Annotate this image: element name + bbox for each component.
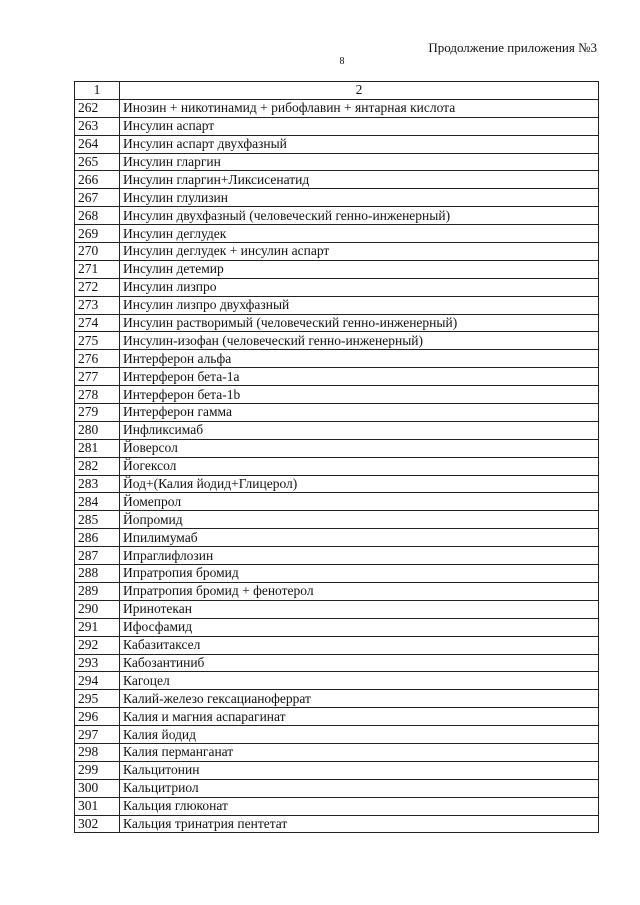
row-number: 262 bbox=[75, 99, 120, 117]
row-number: 293 bbox=[75, 654, 120, 672]
drug-name: Интерферон бета-1a bbox=[120, 368, 599, 386]
row-number: 273 bbox=[75, 296, 120, 314]
row-number: 275 bbox=[75, 332, 120, 350]
drug-name: Инсулин гларгин bbox=[120, 153, 599, 171]
table-row bbox=[75, 135, 599, 153]
table-row bbox=[75, 296, 599, 314]
drug-name: Кабозантиниб bbox=[120, 654, 599, 672]
table-row bbox=[75, 582, 599, 600]
row-number: 284 bbox=[75, 493, 120, 511]
row-number: 264 bbox=[75, 135, 120, 153]
row-number: 292 bbox=[75, 636, 120, 654]
appendix-header: Продолжение приложения №3 bbox=[428, 40, 597, 55]
row-number: 270 bbox=[75, 243, 120, 261]
table-row bbox=[75, 475, 599, 493]
drug-name: Йопромид bbox=[120, 511, 599, 529]
row-number: 274 bbox=[75, 314, 120, 332]
table-body bbox=[75, 99, 599, 833]
drug-name: Ифосфамид bbox=[120, 618, 599, 636]
table-row bbox=[75, 600, 599, 618]
drug-name: Калия йодид bbox=[120, 726, 599, 744]
table-row bbox=[75, 207, 599, 225]
drug-name: Ипилимумаб bbox=[120, 529, 599, 547]
table-row bbox=[75, 797, 599, 815]
table-row bbox=[75, 547, 599, 565]
drug-name: Инсулин лизпро двухфазный bbox=[120, 296, 599, 314]
row-number: 296 bbox=[75, 708, 120, 726]
table-row bbox=[75, 457, 599, 475]
row-number: 285 bbox=[75, 511, 120, 529]
table-row bbox=[75, 225, 599, 243]
drug-name: Инсулин аспарт bbox=[120, 117, 599, 135]
table-row bbox=[75, 171, 599, 189]
table-row bbox=[75, 421, 599, 439]
table-row bbox=[75, 636, 599, 654]
drug-name: Инсулин лизпро bbox=[120, 278, 599, 296]
row-number: 302 bbox=[75, 815, 120, 833]
table-row bbox=[75, 761, 599, 779]
drug-name: Йомепрол bbox=[120, 493, 599, 511]
row-number: 280 bbox=[75, 421, 120, 439]
drug-list-table bbox=[74, 81, 599, 833]
drug-name: Кальция глюконат bbox=[120, 797, 599, 815]
row-number: 294 bbox=[75, 672, 120, 690]
table-row bbox=[75, 690, 599, 708]
drug-name: Инсулин гларгин+Ликсисенатид bbox=[120, 171, 599, 189]
table-row bbox=[75, 618, 599, 636]
drug-name: Кальцитонин bbox=[120, 761, 599, 779]
table-row bbox=[75, 565, 599, 583]
row-number: 282 bbox=[75, 457, 120, 475]
drug-name: Йогексол bbox=[120, 457, 599, 475]
table-row bbox=[75, 368, 599, 386]
row-number: 286 bbox=[75, 529, 120, 547]
drug-name: Инсулин растворимый (человеческий генно-инженерный) bbox=[120, 314, 599, 332]
drug-name: Ипратропия бромид + фенотерол bbox=[120, 582, 599, 600]
drug-name: Йод+(Калия йодид+Глицерол) bbox=[120, 475, 599, 493]
drug-name: Инсулин деглудек bbox=[120, 225, 599, 243]
drug-name: Инфликсимаб bbox=[120, 421, 599, 439]
table-row bbox=[75, 243, 599, 261]
drug-name: Интерферон гамма bbox=[120, 404, 599, 422]
drug-name: Кальцитриол bbox=[120, 779, 599, 797]
row-number: 291 bbox=[75, 618, 120, 636]
drug-name: Инсулин двухфазный (человеческий генно-инженерный) bbox=[120, 207, 599, 225]
row-number: 271 bbox=[75, 260, 120, 278]
drug-name: Калия и магния аспарагинат bbox=[120, 708, 599, 726]
row-number: 295 bbox=[75, 690, 120, 708]
drug-name: Инозин + никотинамид + рибофлавин + янтарная кислота bbox=[120, 99, 599, 117]
table-row bbox=[75, 153, 599, 171]
table-row bbox=[75, 654, 599, 672]
header-row bbox=[75, 82, 599, 100]
row-number: 281 bbox=[75, 439, 120, 457]
table-row bbox=[75, 386, 599, 404]
table-row bbox=[75, 672, 599, 690]
table-row bbox=[75, 350, 599, 368]
drug-name: Инсулин деглудек + инсулин аспарт bbox=[120, 243, 599, 261]
table-row bbox=[75, 726, 599, 744]
drug-name: Кабазитаксел bbox=[120, 636, 599, 654]
row-number: 268 bbox=[75, 207, 120, 225]
drug-name: Калия перманганат bbox=[120, 743, 599, 761]
row-number: 267 bbox=[75, 189, 120, 207]
row-number: 287 bbox=[75, 547, 120, 565]
table-row bbox=[75, 708, 599, 726]
row-number: 298 bbox=[75, 743, 120, 761]
drug-name: Инсулин детемир bbox=[120, 260, 599, 278]
row-number: 301 bbox=[75, 797, 120, 815]
drug-name: Йоверсол bbox=[120, 439, 599, 457]
table-row bbox=[75, 511, 599, 529]
table-row bbox=[75, 332, 599, 350]
drug-name: Инсулин глулизин bbox=[120, 189, 599, 207]
row-number: 300 bbox=[75, 779, 120, 797]
drug-name: Иринотекан bbox=[120, 600, 599, 618]
drug-name: Интерферон бета-1b bbox=[120, 386, 599, 404]
row-number: 272 bbox=[75, 278, 120, 296]
row-number: 288 bbox=[75, 565, 120, 583]
drug-name: Кагоцел bbox=[120, 672, 599, 690]
drug-name: Ипраглифлозин bbox=[120, 547, 599, 565]
table-row bbox=[75, 439, 599, 457]
drug-name: Кальция тринатрия пентетат bbox=[120, 815, 599, 833]
row-number: 297 bbox=[75, 726, 120, 744]
table-row bbox=[75, 493, 599, 511]
row-number: 266 bbox=[75, 171, 120, 189]
drug-name: Калий-железо гексацианоферрат bbox=[120, 690, 599, 708]
table-row bbox=[75, 779, 599, 797]
table-row bbox=[75, 404, 599, 422]
drug-name: Ипратропия бромид bbox=[120, 565, 599, 583]
table-row bbox=[75, 117, 599, 135]
column-header-name: 2 bbox=[120, 82, 599, 100]
row-number: 269 bbox=[75, 225, 120, 243]
drug-name: Интерферон альфа bbox=[120, 350, 599, 368]
row-number: 299 bbox=[75, 761, 120, 779]
row-number: 290 bbox=[75, 600, 120, 618]
table-row bbox=[75, 189, 599, 207]
row-number: 276 bbox=[75, 350, 120, 368]
drug-name: Инсулин-изофан (человеческий генно-инженерный) bbox=[120, 332, 599, 350]
table-row bbox=[75, 314, 599, 332]
page-number: 8 bbox=[339, 56, 345, 67]
row-number: 263 bbox=[75, 117, 120, 135]
row-number: 279 bbox=[75, 404, 120, 422]
row-number: 277 bbox=[75, 368, 120, 386]
table-row bbox=[75, 815, 599, 833]
row-number: 289 bbox=[75, 582, 120, 600]
table-row bbox=[75, 529, 599, 547]
drug-name: Инсулин аспарт двухфазный bbox=[120, 135, 599, 153]
column-header-number: 1 bbox=[75, 82, 120, 100]
table-header bbox=[75, 82, 599, 100]
table-row bbox=[75, 743, 599, 761]
table-row bbox=[75, 278, 599, 296]
row-number: 283 bbox=[75, 475, 120, 493]
table-row bbox=[75, 260, 599, 278]
row-number: 265 bbox=[75, 153, 120, 171]
table-row bbox=[75, 99, 599, 117]
row-number: 278 bbox=[75, 386, 120, 404]
